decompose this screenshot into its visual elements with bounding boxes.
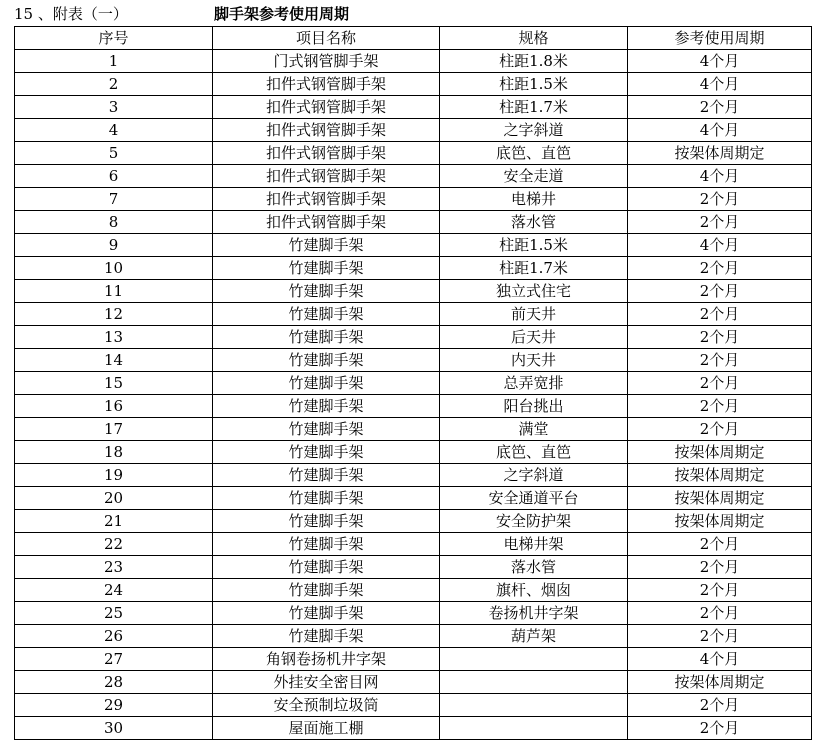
table-row bbox=[15, 73, 812, 96]
item-name-cell: 角钢卷扬机井字架 bbox=[213, 648, 440, 671]
item-name-cell: 扣件式钢管脚手架 bbox=[213, 188, 440, 211]
period-cell: 2个月 bbox=[628, 395, 812, 418]
spec-cell bbox=[440, 671, 628, 694]
spec-cell: 内天井 bbox=[440, 349, 628, 372]
row-number-cell: 28 bbox=[15, 671, 213, 694]
period-cell: 2个月 bbox=[628, 533, 812, 556]
table-row bbox=[15, 188, 812, 211]
table-row bbox=[15, 211, 812, 234]
spec-cell: 总弄宽排 bbox=[440, 372, 628, 395]
row-number-cell: 15 bbox=[15, 372, 213, 395]
item-name-cell: 竹建脚手架 bbox=[213, 234, 440, 257]
item-name-cell: 门式钢管脚手架 bbox=[213, 50, 440, 73]
document-heading bbox=[14, 3, 814, 25]
table-row bbox=[15, 142, 812, 165]
table-row bbox=[15, 648, 812, 671]
item-name-cell: 竹建脚手架 bbox=[213, 533, 440, 556]
spec-cell: 安全通道平台 bbox=[440, 487, 628, 510]
table-body bbox=[15, 50, 812, 740]
item-name-cell: 竹建脚手架 bbox=[213, 510, 440, 533]
spec-cell: 卷扬机井字架 bbox=[440, 602, 628, 625]
section-number: 15 、附表（一） bbox=[14, 5, 128, 23]
table-row bbox=[15, 602, 812, 625]
table-row bbox=[15, 119, 812, 142]
period-cell: 2个月 bbox=[628, 556, 812, 579]
row-number-cell: 4 bbox=[15, 119, 213, 142]
row-number-cell: 2 bbox=[15, 73, 213, 96]
period-cell: 按架体周期定 bbox=[628, 142, 812, 165]
spec-cell bbox=[440, 694, 628, 717]
table-row bbox=[15, 349, 812, 372]
item-name-cell: 竹建脚手架 bbox=[213, 579, 440, 602]
row-number-cell: 16 bbox=[15, 395, 213, 418]
period-cell: 2个月 bbox=[628, 280, 812, 303]
period-cell: 2个月 bbox=[628, 694, 812, 717]
spec-cell: 柱距1.8米 bbox=[440, 50, 628, 73]
period-cell: 按架体周期定 bbox=[628, 441, 812, 464]
table-row bbox=[15, 280, 812, 303]
item-name-cell: 竹建脚手架 bbox=[213, 464, 440, 487]
period-cell: 2个月 bbox=[628, 372, 812, 395]
row-number-cell: 29 bbox=[15, 694, 213, 717]
table-row bbox=[15, 533, 812, 556]
table-row bbox=[15, 694, 812, 717]
header-row bbox=[15, 27, 812, 50]
item-name-cell: 竹建脚手架 bbox=[213, 487, 440, 510]
spec-cell: 独立式住宅 bbox=[440, 280, 628, 303]
row-number-cell: 18 bbox=[15, 441, 213, 464]
period-cell: 2个月 bbox=[628, 418, 812, 441]
row-number-cell: 6 bbox=[15, 165, 213, 188]
item-name-cell: 竹建脚手架 bbox=[213, 349, 440, 372]
item-name-cell: 竹建脚手架 bbox=[213, 257, 440, 280]
row-number-cell: 20 bbox=[15, 487, 213, 510]
row-number-cell: 9 bbox=[15, 234, 213, 257]
table-row bbox=[15, 395, 812, 418]
table-row bbox=[15, 372, 812, 395]
spec-cell: 柱距1.5米 bbox=[440, 234, 628, 257]
table-row bbox=[15, 50, 812, 73]
spec-cell: 安全防护架 bbox=[440, 510, 628, 533]
table-row bbox=[15, 234, 812, 257]
period-cell: 4个月 bbox=[628, 50, 812, 73]
spec-cell bbox=[440, 717, 628, 740]
item-name-cell: 竹建脚手架 bbox=[213, 602, 440, 625]
spec-cell: 柱距1.7米 bbox=[440, 96, 628, 119]
period-cell: 2个月 bbox=[628, 96, 812, 119]
item-name-cell: 竹建脚手架 bbox=[213, 418, 440, 441]
item-name-cell: 扣件式钢管脚手架 bbox=[213, 73, 440, 96]
table-row bbox=[15, 441, 812, 464]
period-cell: 按架体周期定 bbox=[628, 487, 812, 510]
row-number-cell: 1 bbox=[15, 50, 213, 73]
period-cell: 按架体周期定 bbox=[628, 510, 812, 533]
spec-cell: 阳台挑出 bbox=[440, 395, 628, 418]
row-number-cell: 30 bbox=[15, 717, 213, 740]
item-name-cell: 竹建脚手架 bbox=[213, 303, 440, 326]
spec-cell bbox=[440, 648, 628, 671]
row-number-cell: 17 bbox=[15, 418, 213, 441]
row-number-cell: 22 bbox=[15, 533, 213, 556]
item-name-cell: 竹建脚手架 bbox=[213, 625, 440, 648]
period-cell: 2个月 bbox=[628, 349, 812, 372]
period-cell: 2个月 bbox=[628, 211, 812, 234]
table-row bbox=[15, 717, 812, 740]
item-name-cell: 外挂安全密目网 bbox=[213, 671, 440, 694]
item-name-cell: 竹建脚手架 bbox=[213, 372, 440, 395]
row-number-cell: 24 bbox=[15, 579, 213, 602]
table-row bbox=[15, 96, 812, 119]
spec-cell: 后天井 bbox=[440, 326, 628, 349]
spec-cell: 前天井 bbox=[440, 303, 628, 326]
spec-cell: 底笆、直笆 bbox=[440, 441, 628, 464]
item-name-cell: 扣件式钢管脚手架 bbox=[213, 96, 440, 119]
spec-cell: 之字斜道 bbox=[440, 464, 628, 487]
item-name-cell: 竹建脚手架 bbox=[213, 326, 440, 349]
item-name-cell: 扣件式钢管脚手架 bbox=[213, 211, 440, 234]
item-name-cell: 扣件式钢管脚手架 bbox=[213, 142, 440, 165]
column-header-spec: 规格 bbox=[440, 27, 628, 50]
row-number-cell: 8 bbox=[15, 211, 213, 234]
spec-cell: 旗杆、烟囱 bbox=[440, 579, 628, 602]
period-cell: 按架体周期定 bbox=[628, 464, 812, 487]
period-cell: 4个月 bbox=[628, 165, 812, 188]
row-number-cell: 27 bbox=[15, 648, 213, 671]
period-cell: 2个月 bbox=[628, 717, 812, 740]
spec-cell: 葫芦架 bbox=[440, 625, 628, 648]
spec-cell: 电梯井架 bbox=[440, 533, 628, 556]
spec-cell: 落水管 bbox=[440, 211, 628, 234]
table-row bbox=[15, 326, 812, 349]
period-cell: 2个月 bbox=[628, 257, 812, 280]
table-row bbox=[15, 625, 812, 648]
period-cell: 按架体周期定 bbox=[628, 671, 812, 694]
item-name-cell: 扣件式钢管脚手架 bbox=[213, 165, 440, 188]
row-number-cell: 23 bbox=[15, 556, 213, 579]
period-cell: 2个月 bbox=[628, 188, 812, 211]
column-header-item-name: 项目名称 bbox=[213, 27, 440, 50]
row-number-cell: 25 bbox=[15, 602, 213, 625]
period-cell: 4个月 bbox=[628, 234, 812, 257]
item-name-cell: 竹建脚手架 bbox=[213, 556, 440, 579]
spec-cell: 柱距1.7米 bbox=[440, 257, 628, 280]
row-number-cell: 26 bbox=[15, 625, 213, 648]
table-row bbox=[15, 510, 812, 533]
item-name-cell: 竹建脚手架 bbox=[213, 280, 440, 303]
row-number-cell: 12 bbox=[15, 303, 213, 326]
row-number-cell: 10 bbox=[15, 257, 213, 280]
spec-cell: 之字斜道 bbox=[440, 119, 628, 142]
item-name-cell: 竹建脚手架 bbox=[213, 441, 440, 464]
row-number-cell: 3 bbox=[15, 96, 213, 119]
table-row bbox=[15, 487, 812, 510]
item-name-cell: 竹建脚手架 bbox=[213, 395, 440, 418]
period-cell: 2个月 bbox=[628, 625, 812, 648]
spec-cell: 底笆、直笆 bbox=[440, 142, 628, 165]
period-cell: 2个月 bbox=[628, 326, 812, 349]
table-title: 脚手架参考使用周期 bbox=[214, 5, 350, 23]
table-row bbox=[15, 257, 812, 280]
table-row bbox=[15, 464, 812, 487]
row-number-cell: 21 bbox=[15, 510, 213, 533]
row-number-cell: 19 bbox=[15, 464, 213, 487]
table-row bbox=[15, 671, 812, 694]
table-row bbox=[15, 165, 812, 188]
spec-cell: 满堂 bbox=[440, 418, 628, 441]
period-cell: 2个月 bbox=[628, 602, 812, 625]
spec-cell: 安全走道 bbox=[440, 165, 628, 188]
spec-cell: 落水管 bbox=[440, 556, 628, 579]
spec-cell: 电梯井 bbox=[440, 188, 628, 211]
period-cell: 2个月 bbox=[628, 579, 812, 602]
column-header-period: 参考使用周期 bbox=[628, 27, 812, 50]
period-cell: 4个月 bbox=[628, 648, 812, 671]
row-number-cell: 14 bbox=[15, 349, 213, 372]
column-header-number: 序号 bbox=[15, 27, 213, 50]
row-number-cell: 5 bbox=[15, 142, 213, 165]
period-cell: 4个月 bbox=[628, 119, 812, 142]
table-row bbox=[15, 303, 812, 326]
table-row bbox=[15, 418, 812, 441]
row-number-cell: 11 bbox=[15, 280, 213, 303]
period-cell: 4个月 bbox=[628, 73, 812, 96]
period-cell: 2个月 bbox=[628, 303, 812, 326]
item-name-cell: 扣件式钢管脚手架 bbox=[213, 119, 440, 142]
item-name-cell: 安全预制垃圾筒 bbox=[213, 694, 440, 717]
table-row bbox=[15, 579, 812, 602]
row-number-cell: 13 bbox=[15, 326, 213, 349]
row-number-cell: 7 bbox=[15, 188, 213, 211]
item-name-cell: 屋面施工棚 bbox=[213, 717, 440, 740]
table-row bbox=[15, 556, 812, 579]
scaffold-schedule-table bbox=[14, 26, 812, 740]
spec-cell: 柱距1.5米 bbox=[440, 73, 628, 96]
